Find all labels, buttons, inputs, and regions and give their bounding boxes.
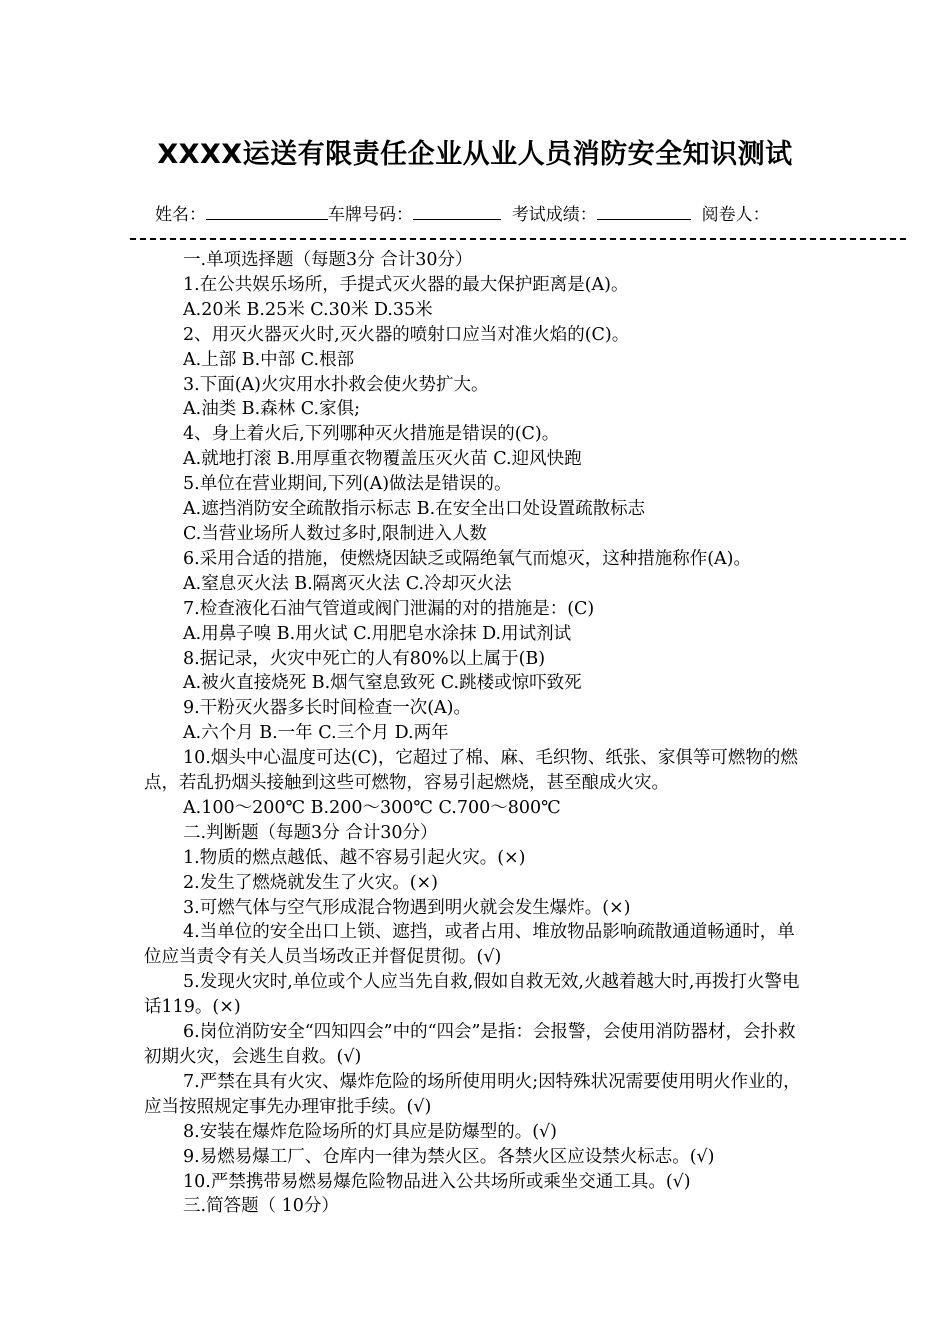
question: 3.下面(A)火灾用水扑救会使火势扩大。 bbox=[183, 374, 489, 395]
exam-content bbox=[144, 248, 804, 1219]
statement: 5.发现火灾时,单位或个人应当先自救,假如自救无效,火越着越大时,再拨打火警电话119。(×) bbox=[144, 972, 800, 1018]
question: 6.采用合适的措施，使燃烧因缺乏或隔绝氧气而熄灭，这种措施称作(A)。 bbox=[183, 548, 751, 569]
options: A.被火直接烧死 B.烟气窒息致死 C.跳楼或惊吓致死 bbox=[183, 673, 582, 694]
options: A.就地打滚 B.用厚重衣物覆盖压灭火苗 C.迎风快跑 bbox=[183, 449, 582, 470]
statement: 7.严禁在具有火灾、爆炸危险的场所使用明火;因特殊状况需要使用明火作业的，应当按照规定事先办理审批手续。(√) bbox=[144, 1071, 801, 1117]
examinee-info-row bbox=[155, 200, 935, 225]
separator-line bbox=[130, 238, 906, 240]
question: 2、用灭火器灭火时,灭火器的喷射口应当对准火焰的(C)。 bbox=[183, 324, 630, 345]
options: A.油类 B.森林 C.家俱; bbox=[183, 399, 360, 420]
statement: 3.可燃气体与空气形成混合物遇到明火就会发生爆炸。(×) bbox=[183, 897, 631, 918]
document-title: XXXX运送有限责任企业从业人员消防安全知识测试 bbox=[157, 139, 793, 170]
question: 5.单位在营业期间,下列(A)做法是错误的。 bbox=[183, 474, 512, 495]
statement: 10.严禁携带易燃易爆危险物品进入公共场所或乘坐交通工具。(√) bbox=[183, 1171, 691, 1192]
statement: 9.易燃易爆工厂、仓库内一律为禁火区。各禁火区应设禁火标志。(√) bbox=[183, 1146, 715, 1167]
options: A.六个月 B.一年 C.三个月 D.两年 bbox=[183, 723, 449, 744]
score-field[interactable] bbox=[597, 201, 691, 220]
score-label: 考试成绩： bbox=[511, 205, 597, 225]
options: A.100～200℃ B.200～300℃ C.700～800℃ bbox=[183, 797, 561, 818]
options: A.遮挡消防安全疏散指示标志 B.在安全出口处设置疏散标志 bbox=[183, 499, 646, 520]
question: 10.烟头中心温度可达(C)，它超过了棉、麻、毛织物、纸张、家俱等可燃物的燃点，若乱扔烟头接触到这些可燃物，容易引起燃烧，甚至酿成火灾。 bbox=[144, 748, 798, 794]
section-heading: 三.简答题（ 10分） bbox=[183, 1196, 339, 1217]
name-field[interactable] bbox=[206, 201, 328, 220]
reviewer-label: 阅卷人： bbox=[701, 205, 770, 225]
options: A.上部 B.中部 C.根部 bbox=[183, 349, 355, 370]
plate-label: 车牌号码： bbox=[328, 205, 413, 225]
options: A.用鼻子嗅 B.用火试 C.用肥皂水涂抹 D.用试剂试 bbox=[183, 623, 572, 644]
statement: 8.安装在爆炸危险场所的灯具应是防爆型的。(√) bbox=[183, 1121, 558, 1142]
name-label: 姓名： bbox=[155, 205, 206, 225]
options: C.当营业场所人数过多时,限制进入人数 bbox=[183, 523, 487, 544]
question: 1.在公共娱乐场所，手提式灭火器的最大保护距离是(A)。 bbox=[183, 274, 629, 295]
options: A.窒息灭火法 B.隔离灭火法 C.冷却灭火法 bbox=[183, 573, 512, 594]
plate-field[interactable] bbox=[413, 201, 501, 220]
question: 8.据记录，火灾中死亡的人有80%以上属于(B) bbox=[183, 648, 546, 669]
question: 9.干粉灭火器多长时间检查一次(A)。 bbox=[183, 698, 471, 719]
question: 4、身上着火后,下列哪种灭火措施是错误的(C)。 bbox=[183, 424, 560, 445]
statement: 2.发生了燃烧就发生了火灾。(×) bbox=[183, 872, 439, 893]
statement: 6.岗位消防安全“四知四会”中的“四会”是指：会报警，会使用消防器材，会扑救初期火灾，会逃生自救。(√) bbox=[144, 1022, 796, 1067]
section-heading: 二.判断题（每题3分 合计30分） bbox=[183, 822, 438, 843]
section-heading: 一.单项选择题（每题3分 合计30分） bbox=[183, 250, 473, 270]
options: A.20米 B.25米 C.30米 D.35米 bbox=[183, 299, 433, 320]
question: 7.检查液化石油气管道或阀门泄漏的对的措施是：(C) bbox=[183, 598, 595, 619]
statement: 1.物质的燃点越低、越不容易引起火灾。(×) bbox=[183, 847, 526, 868]
statement: 4.当单位的安全出口上锁、遮挡，或者占用、堆放物品影响疏散通道畅通时，单位应当责令有关人员当场改正并督促贯彻。(√) bbox=[144, 922, 795, 968]
